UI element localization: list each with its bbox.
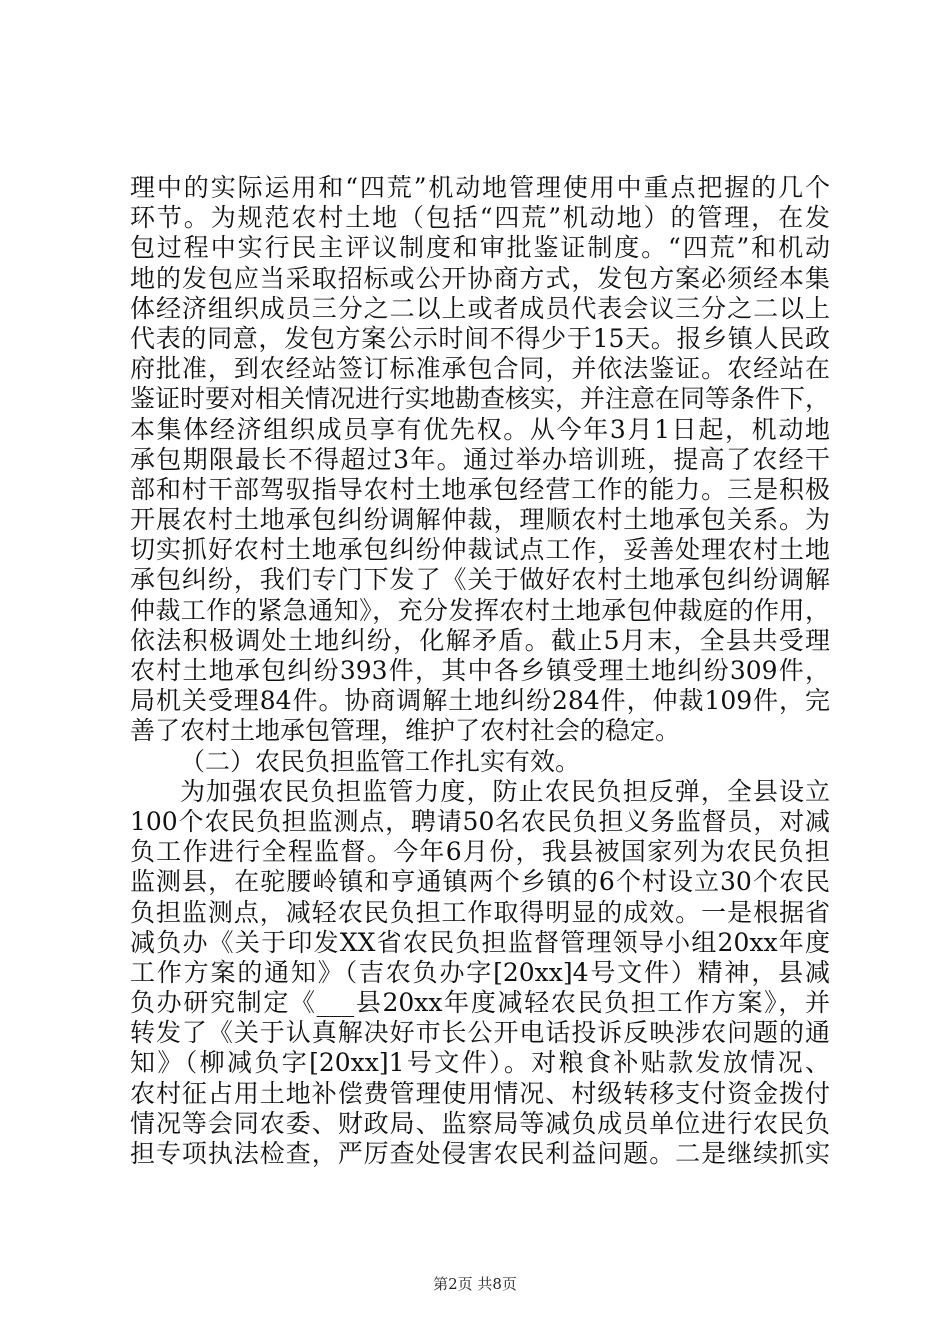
text-line: 部和村干部驾驭指导农村土地承包经营工作的能力。三是积极 xyxy=(130,474,830,504)
text-line: 开展农村土地承包纠纷调解仲裁，理顺农村土地承包关系。为 xyxy=(130,505,830,535)
text-line: 体经济组织成员三分之二以上或者成员代表会议三分之二以上 xyxy=(130,293,830,323)
text-line: 承包期限最长不得超过3年。通过举办培训班，提高了农经干 xyxy=(130,444,830,474)
body-text xyxy=(130,173,830,1169)
text-line: 地的发包应当采取招标或公开协商方式，发包方案必须经本集 xyxy=(130,263,830,293)
text-line: 减负办《关于印发XX省农民负担监督管理领导小组20xx年度 xyxy=(130,927,830,957)
text-line: 工作方案的通知》（吉农负办字[20xx]4号文件）精神，县减 xyxy=(130,957,830,987)
paragraph-first-line: 为加强农民负担监管力度，防止农民负担反弹，全县设立 xyxy=(180,776,830,806)
text-line: 农村征占用土地补偿费管理使用情况、村级转移支付资金拨付 xyxy=(130,1078,830,1108)
text-line: 理中的实际运用和“四荒”机动地管理使用中重点把握的几个 xyxy=(130,173,830,202)
text-line: 鉴证时要对相关情况进行实地勘查核实，并注意在同等条件下， xyxy=(130,384,831,414)
text-line: 担专项执法检查，严厉查处侵害农民利益问题。二是继续抓实 xyxy=(130,1139,830,1168)
text-line: 监测县，在驼腰岭镇和亨通镇两个乡镇的6个村设立30个农民 xyxy=(130,867,830,897)
text-line: 依法积极调处土地纠纷，化解矛盾。截止5月末，全县共受理 xyxy=(130,625,830,655)
text-line: 本集体经济组织成员享有优先权。从今年3月1日起，机动地 xyxy=(130,414,830,444)
text-line: 负担监测点，减轻农民负担工作取得明显的成效。一是根据省 xyxy=(130,897,830,927)
text-line: 环节。为规范农村土地（包括“四荒”机动地）的管理，在发 xyxy=(130,203,830,233)
text-line: 包过程中实行民主评议制度和审批鉴证制度。“四荒”和机动 xyxy=(130,233,830,263)
text-line: 仲裁工作的紧急通知》，充分发挥农村土地承包仲裁庭的作用， xyxy=(130,595,830,625)
text-line: 切实抓好农村土地承包纠纷仲裁试点工作，妥善处理农村土地 xyxy=(130,535,830,565)
text-line: 100个农民负担监测点，聘请50名农民负担义务监督员，对减 xyxy=(130,806,830,836)
paragraph-last-line: 善了农村土地承包管理，维护了农村社会的稳定。 xyxy=(130,716,681,746)
text-line: 承包纠纷，我们专门下发了《关于做好农村土地承包纠纷调解 xyxy=(130,565,830,595)
text-line: 农村土地承包纠纷393件，其中各乡镇受理土地纠纷309件， xyxy=(130,656,830,685)
page-number-footer: 第2页 共8页 xyxy=(433,1275,517,1293)
section-heading: （二）农民负担监管工作扎实有效。 xyxy=(180,746,581,776)
text-line: 知》（柳减负字[20xx]1号文件）。对粮食补贴款发放情况、 xyxy=(130,1048,830,1078)
text-line: 负工作进行全程监督。今年6月份，我县被国家列为农民负担 xyxy=(130,837,830,867)
text-line: 负办研究制定《___县20xx年度减轻农民负担工作方案》，并 xyxy=(130,988,830,1018)
text-line: 局机关受理84件。协商调解土地纠纷284件，仲裁109件，完 xyxy=(130,686,830,716)
text-line: 府批准，到农经站签订标准承包合同，并依法鉴证。农经站在 xyxy=(130,354,830,384)
text-line: 情况等会同农委、财政局、监察局等减负成员单位进行农民负 xyxy=(130,1108,830,1138)
text-line: 代表的同意，发包方案公示时间不得少于15天。报乡镇人民政 xyxy=(130,323,830,353)
text-line: 转发了《关于认真解决好市长公开电话投诉反映涉农问题的通 xyxy=(130,1018,830,1048)
